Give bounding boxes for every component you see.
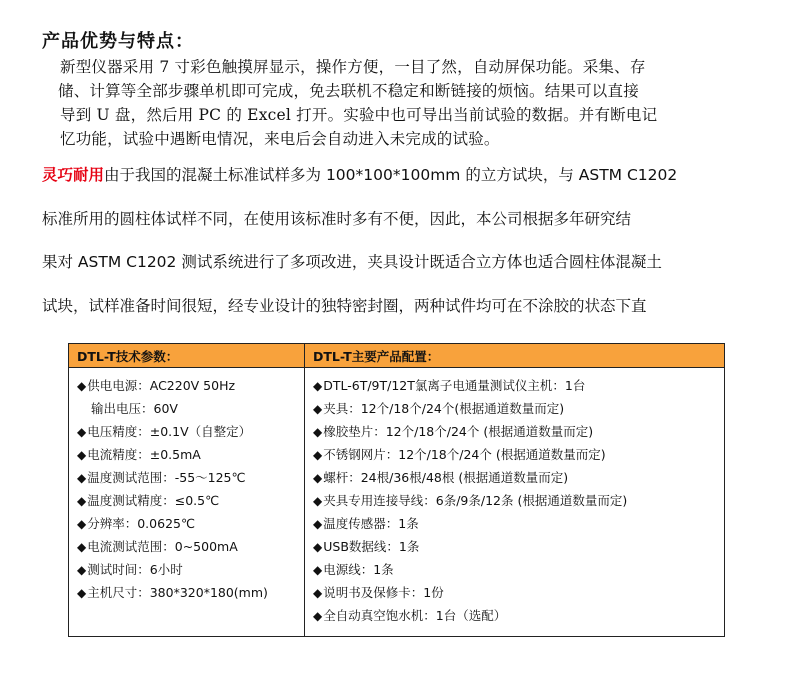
row-text: 电压精度：±0.1V（自整定） <box>87 424 252 439</box>
row-text: 输出电压：60V <box>91 401 178 416</box>
row-text: 电源线：1条 <box>323 562 394 577</box>
diamond-bullet-icon: ◆ <box>77 586 87 600</box>
table-row <box>313 604 724 627</box>
diamond-bullet-icon: ◆ <box>313 494 323 508</box>
diamond-bullet-icon: ◆ <box>77 471 87 485</box>
row-text: 橡胶垫片：12个/18个/24个 (根据通道数量而定) <box>323 424 594 439</box>
diamond-bullet-icon: ◆ <box>77 379 87 393</box>
diamond-bullet-icon: ◆ <box>313 609 323 623</box>
table-row <box>77 581 304 604</box>
spec-table-header <box>69 344 725 368</box>
row-text: 全自动真空饱水机：1台（选配） <box>323 608 507 623</box>
diamond-bullet-icon: ◆ <box>313 540 323 554</box>
row-text: 分辨率：0.0625℃ <box>87 516 196 531</box>
feature-paragraph <box>42 154 754 328</box>
diamond-bullet-icon: ◆ <box>77 563 87 577</box>
diamond-bullet-icon: ◆ <box>77 494 87 508</box>
row-text: 测试时间：6小时 <box>87 562 183 577</box>
table-row <box>77 420 304 443</box>
row-text: 供电电源：AC220V 50Hz <box>87 378 236 393</box>
table-row <box>77 558 304 581</box>
table-row <box>313 558 724 581</box>
table-row <box>313 535 724 558</box>
intro-line: 储、计算等全部步骤单机即可完成，免去联机不稳定和断链接的烦恼。结果可以直接 <box>58 82 639 100</box>
table-row <box>313 420 724 443</box>
config-cell <box>305 368 725 637</box>
table-row <box>77 397 304 420</box>
row-text: 夹具专用连接导线：6条/9条/12条 (根据通道数量而定) <box>323 493 628 508</box>
intro-line: 新型仪器采用 7 寸彩色触摸屏显示，操作方便，一目了然，自动屏保功能。采集、存 <box>60 58 646 76</box>
row-text: 温度传感器：1条 <box>323 516 419 531</box>
feature-line: 试块，试样准备时间很短，经专业设计的独特密封圈，两种试件均可在不涂胶的状态下直 <box>42 296 647 315</box>
table-row <box>313 374 724 397</box>
diamond-bullet-icon: ◆ <box>77 425 87 439</box>
row-text: 说明书及保修卡：1份 <box>323 585 444 600</box>
table-row <box>313 489 724 512</box>
intro-paragraph <box>60 55 740 151</box>
table-row <box>77 512 304 535</box>
config-header: DTL-T主要产品配置： <box>305 344 725 368</box>
table-row <box>313 466 724 489</box>
row-text: 电流测试范围：0~500mA <box>87 539 238 554</box>
feature-line <box>42 154 754 198</box>
diamond-bullet-icon: ◆ <box>313 471 323 485</box>
feature-text: 由于我国的混凝土标准试样多为 100*100*100mm 的立方试块，与 ASTM C1202 <box>104 166 678 184</box>
table-row <box>77 466 304 489</box>
intro-line: 忆功能，试验中遇断电情况，来电后会自动进入未完成的试验。 <box>60 130 500 148</box>
table-row <box>313 443 724 466</box>
spec-table <box>68 343 725 637</box>
diamond-bullet-icon: ◆ <box>77 540 87 554</box>
table-row <box>77 535 304 558</box>
diamond-bullet-icon: ◆ <box>77 448 87 462</box>
row-text: 电流精度：±0.5mA <box>87 447 201 462</box>
section-heading: 产品优势与特点： <box>42 31 194 52</box>
table-row <box>313 581 724 604</box>
row-text: DTL-6T/9T/12T氯离子电通量测试仪主机：1台 <box>323 378 586 393</box>
diamond-bullet-icon: ◆ <box>313 517 323 531</box>
diamond-bullet-icon: ◆ <box>77 517 87 531</box>
diamond-bullet-icon: ◆ <box>313 563 323 577</box>
row-text: 螺杆：24根/36根/48根 (根据通道数量而定) <box>323 470 569 485</box>
feature-highlight: 灵巧耐用 <box>42 166 105 184</box>
diamond-bullet-icon: ◆ <box>313 402 323 416</box>
diamond-bullet-icon: ◆ <box>313 379 323 393</box>
row-text: 夹具：12个/18个/24个(根据通道数量而定) <box>323 401 565 416</box>
row-text: 不锈钢网片：12个/18个/24个 (根据通道数量而定) <box>323 447 606 462</box>
diamond-bullet-icon: ◆ <box>313 586 323 600</box>
table-row <box>77 374 304 397</box>
table-row <box>77 489 304 512</box>
table-row <box>77 443 304 466</box>
row-text: 主机尺寸：380*320*180(mm) <box>87 585 268 600</box>
diamond-bullet-icon: ◆ <box>313 448 323 462</box>
feature-line: 果对 ASTM C1202 测试系统进行了多项改进，夹具设计既适合立方体也适合圆柱体混凝土 <box>42 253 662 271</box>
row-text: 温度测试范围：-55～125℃ <box>87 470 246 485</box>
row-text: USB数据线：1条 <box>323 539 420 554</box>
row-text: 温度测试精度：≤0.5℃ <box>87 493 220 508</box>
tech-params-cell <box>69 368 305 637</box>
diamond-bullet-icon: ◆ <box>313 425 323 439</box>
tech-params-header: DTL-T技术参数： <box>69 344 305 368</box>
feature-line: 标准所用的圆柱体试样不同，在使用该标准时多有不便，因此，本公司根据多年研究结 <box>42 209 632 228</box>
table-row <box>313 397 724 420</box>
table-row <box>313 512 724 535</box>
intro-line: 导到 U 盘，然后用 PC 的 Excel 打开。实验中也可导出当前试验的数据。并有断电记 <box>60 106 658 124</box>
